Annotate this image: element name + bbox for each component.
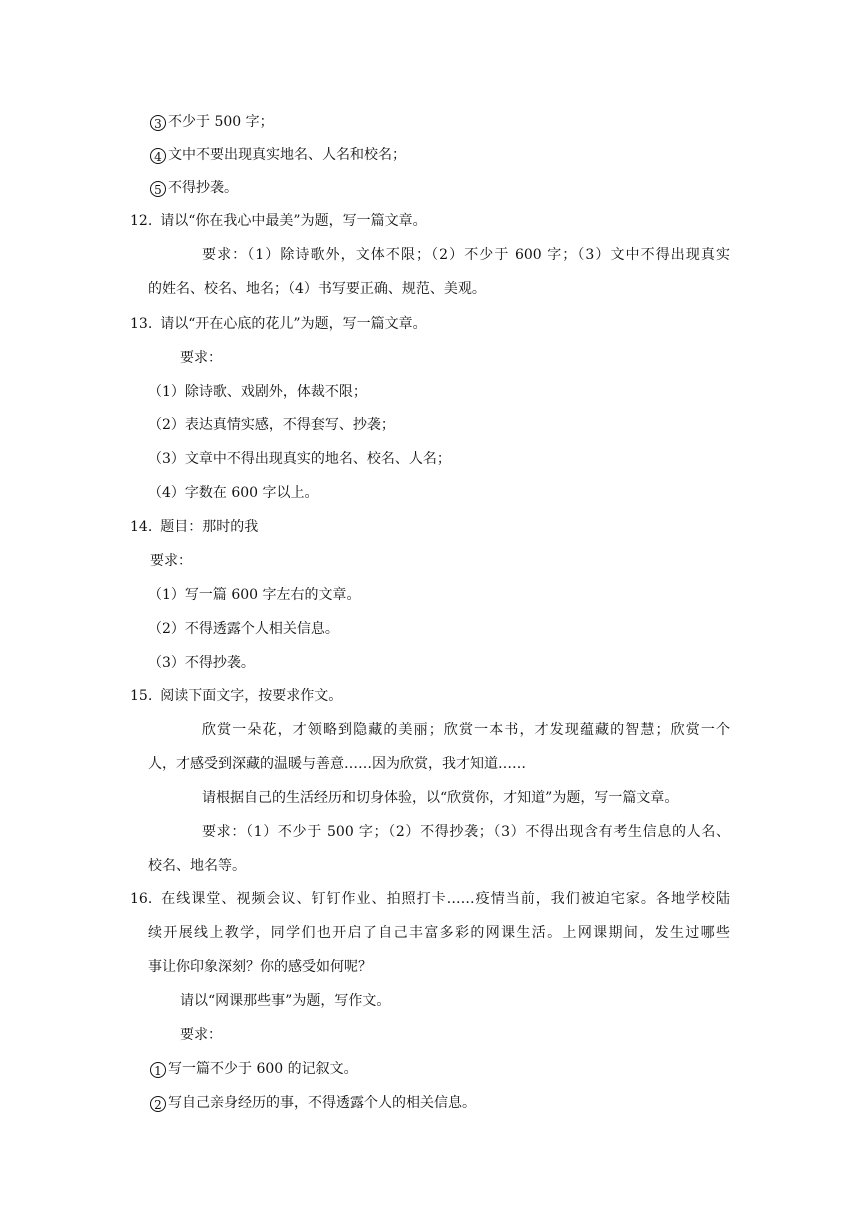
- q11-item-3: [150, 112, 274, 132]
- circled-number: 1: [150, 1062, 166, 1078]
- q16-stem-line3: 事让你印象深刻？你的感受如何呢？: [148, 959, 372, 975]
- item-text: 不少于 500 字；: [168, 114, 274, 130]
- q11-item-5: [150, 178, 238, 198]
- q13-item-2: （2）表达真情实感，不得套写、抄袭；: [148, 417, 395, 433]
- q16-requirement-label: 要求：: [180, 1027, 222, 1043]
- item-text: 不得抄袭。: [168, 180, 238, 196]
- q13-prompt: [130, 314, 427, 334]
- q14-item-1: （1）写一篇 600 字左右的文章。: [148, 587, 361, 603]
- question-number: 12.: [130, 213, 153, 229]
- item-text: 写一篇不少于 600 的记叙文。: [168, 1061, 358, 1077]
- stem-text: 在线课堂、视频会议、钉钉作业、拍照打卡……疫情当前，我们被迫宅家。各地学校陆: [160, 891, 730, 907]
- q14-prompt: [130, 517, 258, 537]
- q15-requirement-line1: 要求：（1）不少于 500 字；（2）不得抄袭；（3）不得出现含有考生信息的人名、: [202, 824, 730, 840]
- circled-number: 4: [150, 148, 166, 164]
- q13-item-4: （4）字数在 600 字以上。: [148, 485, 319, 501]
- q12-prompt: [130, 211, 427, 231]
- q13-item-1: （1）除诗歌、戏剧外，体裁不限；: [148, 384, 367, 400]
- q16-stem-line2: 续开展线上教学，同学们也开启了自己丰富多彩的网课生活。上网课期间，发生过哪些: [148, 925, 730, 941]
- circled-number: 5: [150, 181, 166, 197]
- q12-requirement-line1: 要求：（1）除诗歌外，文体不限；（2）不少于 600 字；（3）文中不得出现真实: [202, 247, 730, 263]
- q13-item-3: （3）文章中不得出现真实的地名、校名、人名；: [148, 451, 451, 467]
- prompt-text: 题目：那时的我: [160, 519, 259, 535]
- q12-requirement-line2: 的姓名、校名、地名；（4）书写要正确、规范、美观。: [148, 281, 486, 297]
- q16-item-2: [150, 1093, 476, 1113]
- circled-number: 3: [150, 115, 166, 131]
- item-text: 写自己亲身经历的事，不得透露个人的相关信息。: [168, 1095, 476, 1111]
- q13-requirement-label: 要求：: [180, 350, 222, 366]
- question-number: 15.: [130, 688, 153, 704]
- prompt-text: 请以“你在我心中最美”为题，写一篇文章。: [160, 213, 427, 229]
- q14-item-2: （2）不得透露个人相关信息。: [148, 621, 339, 637]
- q15-prompt: [130, 686, 342, 706]
- prompt-text: 阅读下面文字，按要求作文。: [160, 688, 343, 704]
- question-number: 14.: [130, 519, 153, 535]
- q15-passage-line1: 欣赏一朵花，才领略到隐藏的美丽；欣赏一本书，才发现蕴藏的智慧；欣赏一个: [202, 722, 730, 738]
- q15-requirement-line2: 校名、地名等。: [148, 858, 246, 874]
- q15-passage-line2: 人，才感受到深藏的温暖与善意……因为欣赏，我才知道……: [148, 756, 526, 772]
- question-number: 13.: [130, 316, 153, 332]
- q16-stem-line1: [130, 889, 730, 909]
- question-number: 16.: [130, 891, 153, 907]
- q16-prompt: 请以“网课那些事”为题，写作文。: [180, 993, 391, 1009]
- q15-instruction: 请根据自己的生活经历和切身体验，以“欣赏你，才知道”为题，写一篇文章。: [202, 790, 679, 806]
- q14-requirement-label: 要求：: [150, 553, 192, 569]
- q16-item-1: [150, 1059, 358, 1079]
- item-text: 文中不要出现真实地名、人名和校名；: [168, 147, 406, 163]
- q11-item-4: [150, 145, 406, 165]
- circled-number: 2: [150, 1096, 166, 1112]
- q14-item-3: （3）不得抄袭。: [148, 655, 255, 671]
- prompt-text: 请以“开在心底的花儿”为题，写一篇文章。: [160, 316, 427, 332]
